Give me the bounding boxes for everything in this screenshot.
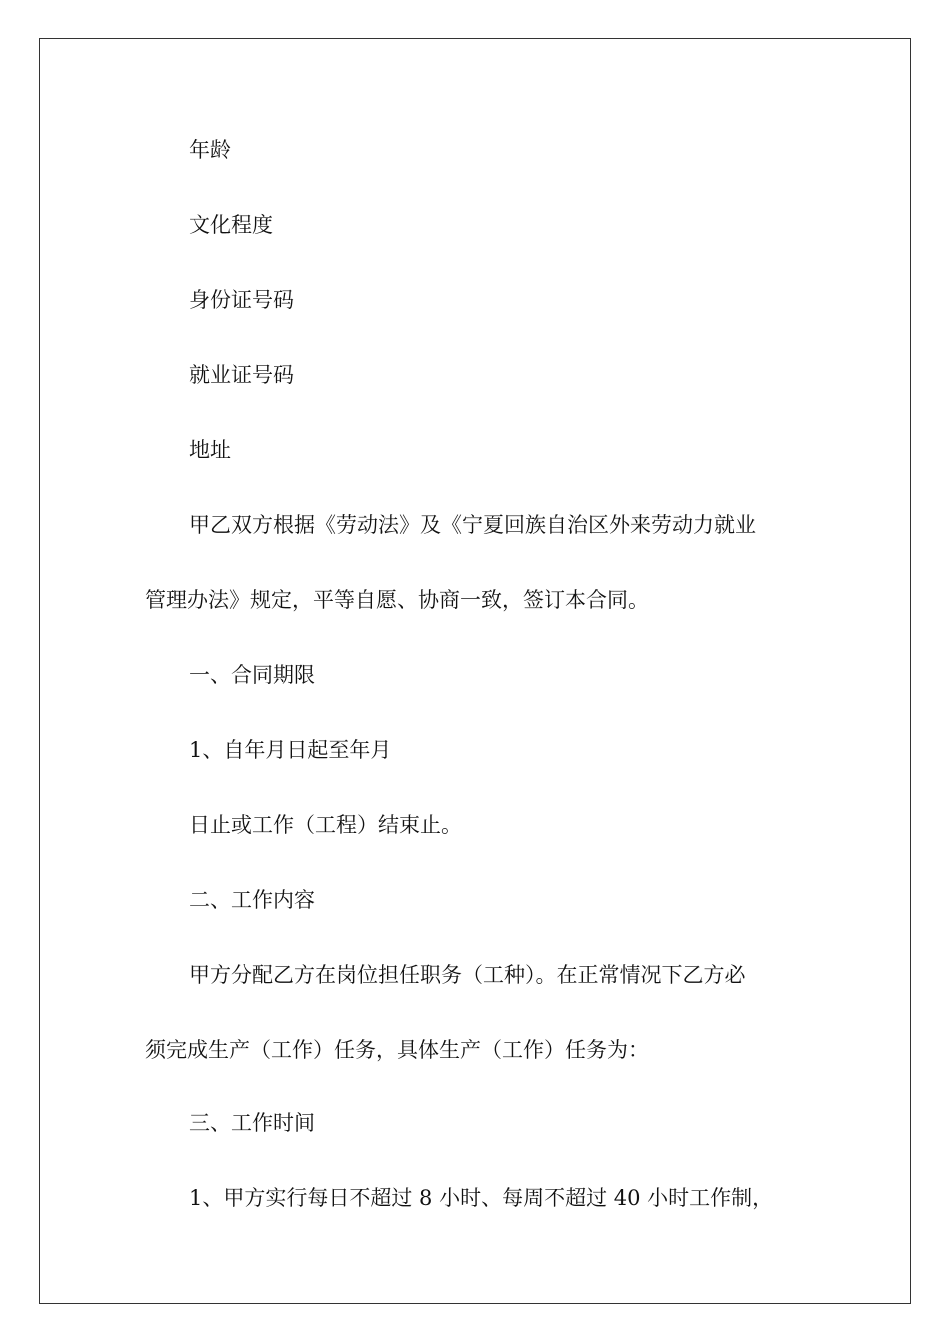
clause-job-line-2: 须完成生产（工作）任务，具体生产（工作）任务为： bbox=[145, 1038, 649, 1062]
paragraph-preamble-line-1: 甲乙双方根据《劳动法》及《宁夏回族自治区外来劳动力就业 bbox=[189, 513, 756, 537]
clause-term-line-2: 日止或工作（工程）结束止。 bbox=[189, 813, 462, 837]
field-label-id-number: 身份证号码 bbox=[189, 288, 294, 312]
page-border bbox=[39, 38, 911, 1304]
clause-term-line-1: 1、自年月日起至年月 bbox=[189, 738, 392, 762]
clause-hours-line-1: 1、甲方实行每日不超过 8 小时、每周不超过 40 小时工作制， bbox=[189, 1186, 774, 1210]
section-heading-job-content: 二、工作内容 bbox=[189, 888, 315, 912]
clause-job-line-1: 甲方分配乙方在岗位担任职务（工种）。在正常情况下乙方必 bbox=[189, 963, 746, 987]
section-heading-contract-term: 一、合同期限 bbox=[189, 663, 315, 687]
field-label-education: 文化程度 bbox=[189, 213, 273, 237]
paragraph-preamble-line-2: 管理办法》规定，平等自愿、协商一致，签订本合同。 bbox=[145, 588, 649, 612]
section-heading-work-hours: 三、工作时间 bbox=[189, 1111, 315, 1135]
field-label-age: 年龄 bbox=[189, 138, 231, 162]
field-label-employment-cert: 就业证号码 bbox=[189, 363, 294, 387]
field-label-address: 地址 bbox=[189, 438, 231, 462]
